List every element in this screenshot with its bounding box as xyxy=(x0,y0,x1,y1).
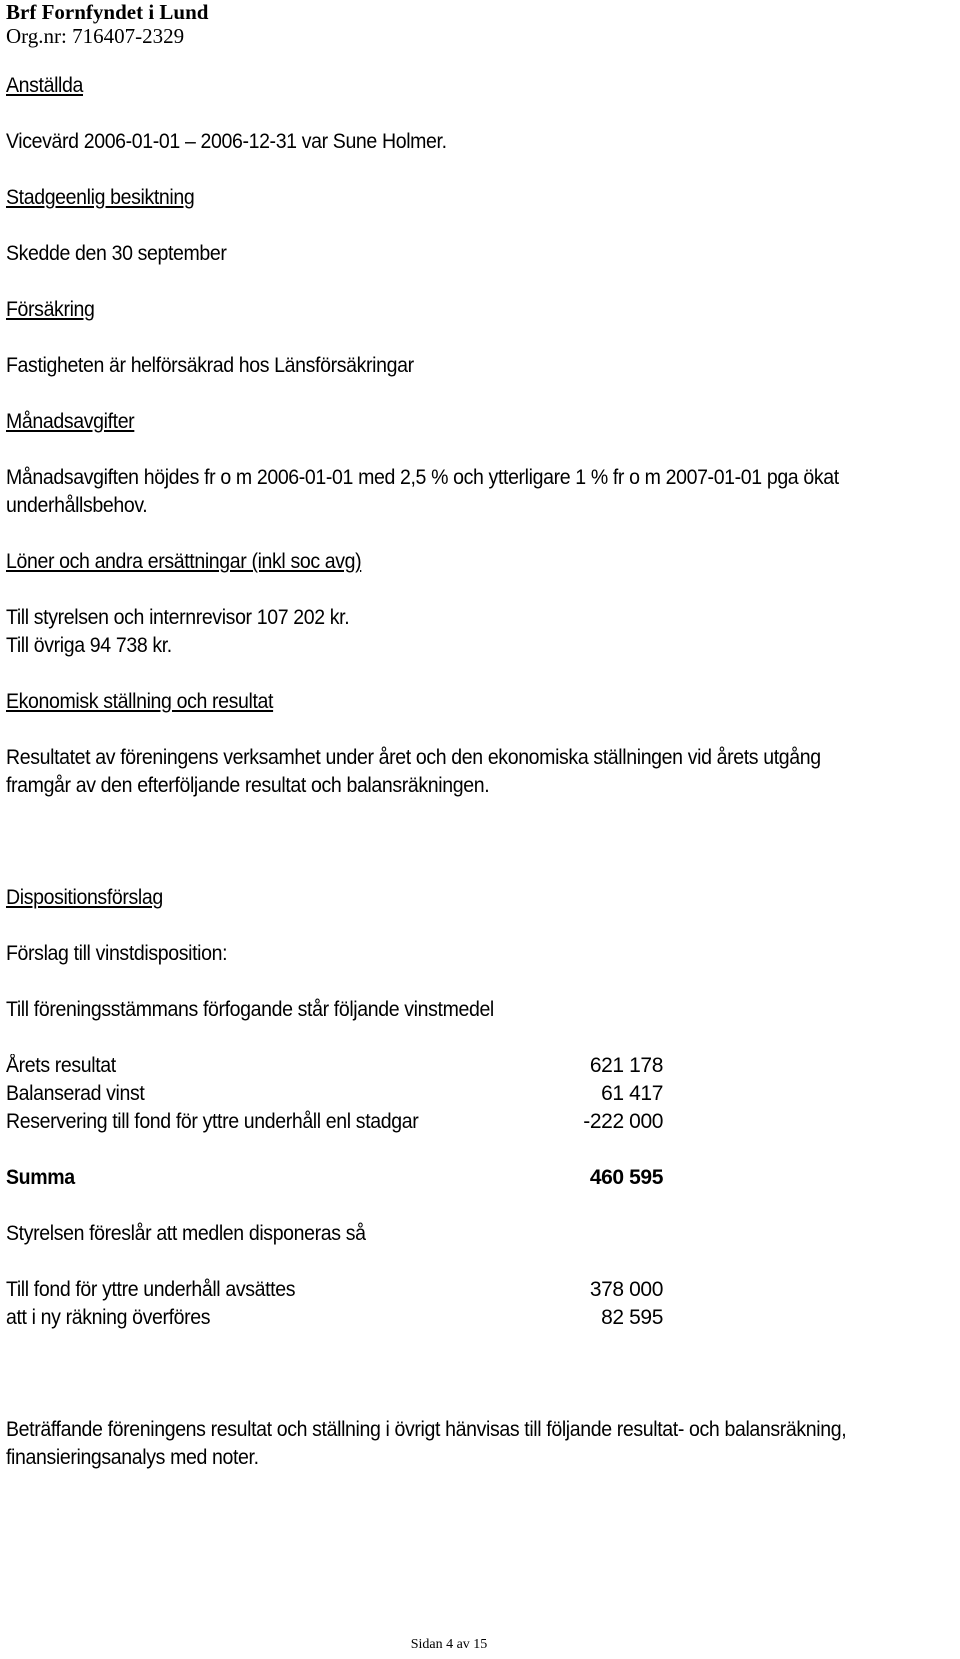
text-forslag-intro: Förslag till vinstdisposition: xyxy=(6,942,228,965)
heading-forsakring: Försäkring xyxy=(6,298,95,321)
heading-loner: Löner och andra ersättningar (inkl soc avg) xyxy=(6,550,362,573)
text-proposal: Styrelsen föreslår att medlen disponeras så xyxy=(6,1222,366,1245)
text-closing-line1: Beträffande föreningens resultat och ställning i övrigt hänvisas till följande resultat- och balansräkning, xyxy=(6,1418,847,1441)
text-closing-line2: finansieringsanalys med noter. xyxy=(6,1446,259,1469)
row-label: Reservering till fond för yttre underhåll enl stadgar xyxy=(6,1110,419,1133)
text-anstallda: Vicevärd 2006-01-01 – 2006-12-31 var Sune Holmer. xyxy=(6,130,447,153)
text-ekonomisk-line1: Resultatet av föreningens verksamhet under året och den ekonomiska ställningen vid årets utgång xyxy=(6,746,821,769)
text-forslag-lead: Till föreningsstämmans förfogande står följande vinstmedel xyxy=(6,998,494,1021)
row-value: 82 595 xyxy=(601,1306,663,1329)
row-label: att i ny räkning överföres xyxy=(6,1306,211,1329)
text-loner-line1: Till styrelsen och internrevisor 107 202 kr. xyxy=(6,606,350,629)
text-ekonomisk-line2: framgår av den efterföljande resultat och balansräkningen. xyxy=(6,774,490,797)
association-name: Brf Fornfyndet i Lund xyxy=(6,0,209,24)
row-label: Årets resultat xyxy=(6,1054,116,1077)
org-number: Org.nr: 716407-2329 xyxy=(6,24,185,48)
page-footer xyxy=(0,1637,960,1653)
text-manadsavgifter-line2: underhållsbehov. xyxy=(6,494,148,517)
sum-label: Summa xyxy=(6,1166,75,1189)
page-number: Sidan 4 av 15 xyxy=(410,1637,488,1652)
heading-anstallda: Anställda xyxy=(6,74,84,97)
text-besiktning: Skedde den 30 september xyxy=(6,242,227,265)
row-value: 61 417 xyxy=(601,1082,663,1105)
sum-value: 460 595 xyxy=(589,1166,663,1189)
text-forsakring: Fastigheten är helförsäkrad hos Länsförsäkringar xyxy=(6,354,414,377)
row-label: Balanserad vinst xyxy=(6,1082,145,1105)
heading-ekonomisk: Ekonomisk ställning och resultat xyxy=(6,690,274,713)
row-label: Till fond för yttre underhåll avsättes xyxy=(6,1278,296,1301)
row-value: 621 178 xyxy=(589,1054,663,1077)
text-loner-line2: Till övriga 94 738 kr. xyxy=(6,634,172,657)
heading-besiktning: Stadgeenlig besiktning xyxy=(6,186,195,209)
text-manadsavgifter-line1: Månadsavgiften höjdes fr o m 2006-01-01 med 2,5 % och ytterligare 1 % fr o m 2007-01-01 pga ökat xyxy=(6,466,839,489)
heading-dispositionsforslag: Dispositionsförslag xyxy=(6,886,163,909)
row-value: -222 000 xyxy=(583,1110,663,1133)
heading-manadsavgifter: Månadsavgifter xyxy=(6,410,135,433)
row-value: 378 000 xyxy=(589,1278,663,1301)
